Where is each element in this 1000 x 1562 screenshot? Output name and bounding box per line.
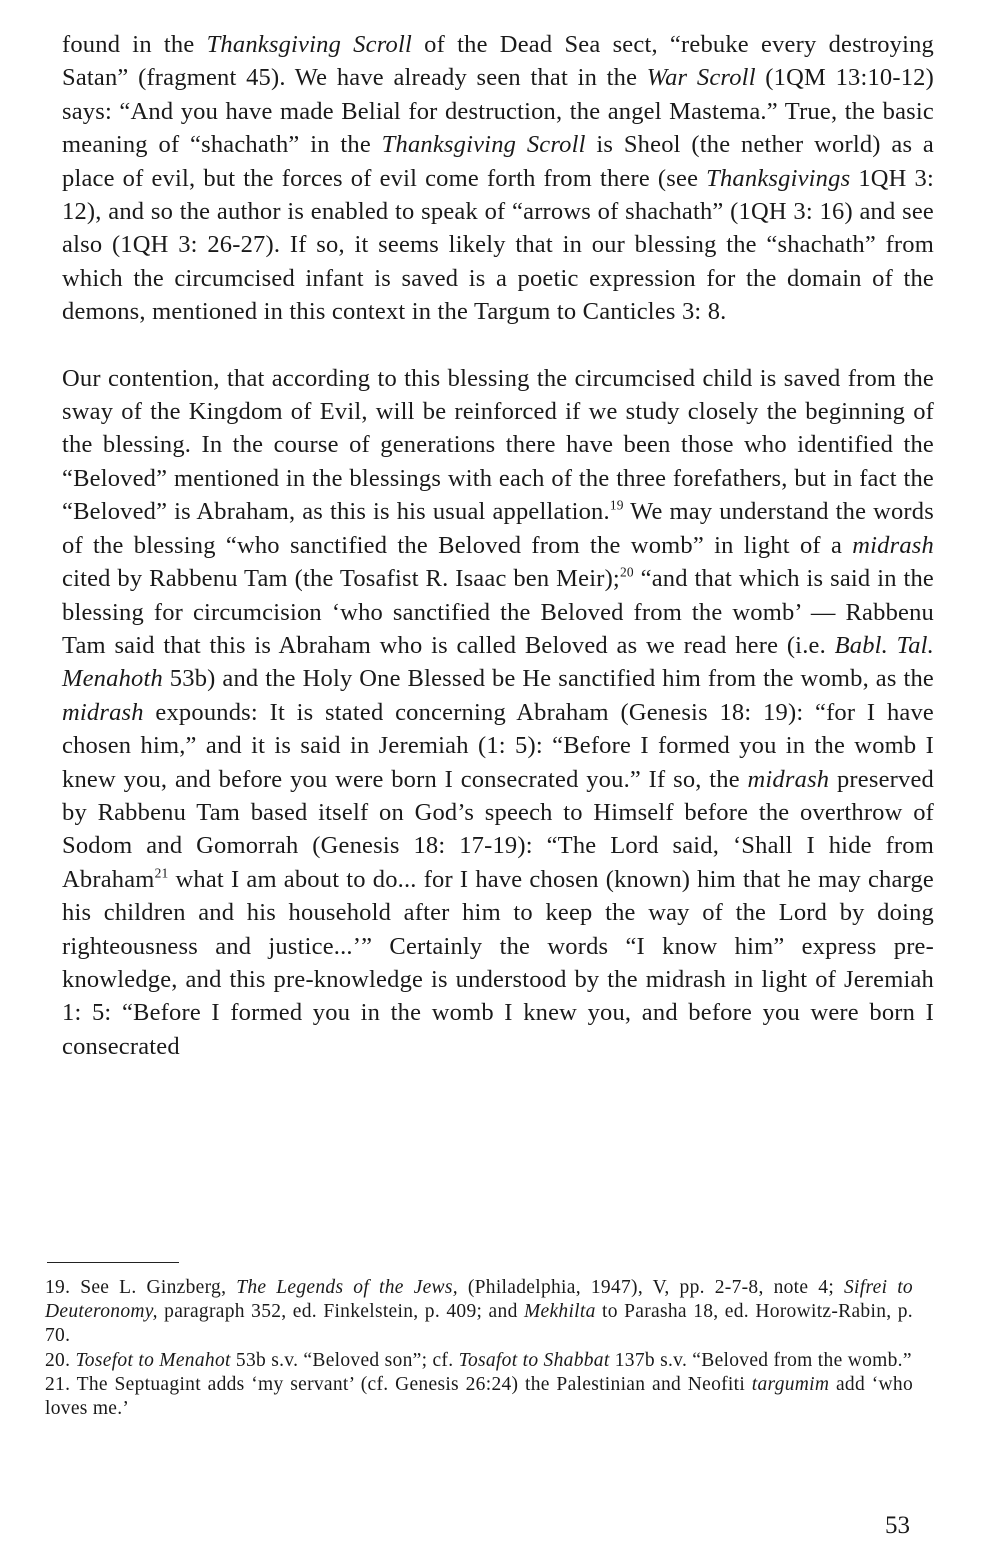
italic-text: targumim (751, 1373, 830, 1395)
italic-text: Thanksgiving Scroll (206, 31, 412, 58)
italic-text: midrash (852, 531, 934, 559)
footnote-reference: 19 (609, 497, 624, 513)
footnotes (45, 1276, 913, 1421)
italic-text: midrash (747, 765, 830, 793)
text-run: of the Dead Sea sect, “rebuke every destroying Satan” (fragment 45). We have already seen that in the (62, 31, 935, 92)
text-run: preserved by Rabbenu Tam based itself on God’s speech to Himself before the overthrow of Sodom and Gomorrah (Genesis 18: 17-19): “The Lord said, ‘Shall I hide from Abraham (62, 765, 934, 893)
text-run: paragraph 352, ed. Finkelstein, p. 409; and (157, 1301, 524, 1323)
footnote (45, 1373, 913, 1421)
page-number: 53 (885, 1512, 910, 1539)
text-run: add ‘who loves me.’ (45, 1373, 913, 1420)
footnote-divider (47, 1262, 179, 1263)
text-run: what I am about to do... for I have chosen (known) him that he may charge his children and his household after him to keep the way of the Lord by doing righteousness and justice...’” Certainly the words “I know him” express pre-knowledge, and this pre-knowledge is understood by the midrash in light of Jeremiah 1: 5: “Before I formed you in the womb I knew you, and before you were born I consecrated (62, 865, 934, 1060)
italic-text: War Scroll (646, 64, 756, 92)
paragraph (62, 362, 934, 1064)
text-run: 21. The Septuagint adds ‘my servant’ (cf. Genesis 26:24) the Palestinian and Neofiti (45, 1373, 752, 1395)
text-run: 1QH 3: 12), and so the author is enabled to speak of “arrows of shachath” (1QH 3: 16) and see also (1QH 3: 26-27). If so, it seems likely that in our blessing the “shachath” from which the circumcised infant is saved is a poetic expression for the domain of the demons, mentioned in this context in the Targum to Canticles 3: 8. (62, 164, 934, 326)
italic-text: Sifrei to Deuteronomy, (45, 1277, 913, 1323)
italic-text: Tosafot to Shabbat (458, 1349, 610, 1371)
text-run: found in the (62, 31, 207, 58)
paragraph (62, 28, 934, 329)
italic-text: The Legends of the Jews, (236, 1277, 458, 1298)
text-run: We may understand the words of the blessing “who sanctified the Beloved from the womb” in light of a (62, 498, 934, 559)
footnote-reference: 20 (619, 564, 634, 580)
text-run: (Philadelphia, 1947), V, pp. 2-7-8, note 4; (457, 1277, 844, 1298)
text-run: cited by Rabbenu Tam (the Tosafist R. Isaac ben Meir); (62, 565, 620, 593)
text-run: 53b) and the Holy One Blessed be He sanctified him from the womb, as the (162, 665, 934, 693)
italic-text: Tosefot to Menahot (75, 1349, 231, 1371)
italic-text: Mekhilta (523, 1301, 596, 1323)
italic-text: Thanksgiving Scroll (381, 131, 586, 159)
text-run: (1QM 13:10-12) says: “And you have made Belial for destruction, the angel Mastema.” True, the basic meaning of “shachath” in the (62, 64, 934, 159)
text-run: 137b s.v. “Beloved from the womb.” (609, 1349, 912, 1371)
text-run: 19. See L. Ginzberg, (45, 1277, 237, 1298)
footnote-reference: 21 (154, 865, 169, 881)
text-run: is Sheol (the nether world) as a place of evil, but the forces of evil come forth from there (see (62, 131, 934, 192)
text-run: 53b s.v. “Beloved son”; cf. (230, 1349, 459, 1371)
text-run: to Parasha 18, ed. Horowitz-Rabin, p. 70. (45, 1301, 913, 1347)
footnote (45, 1349, 913, 1373)
footnote (45, 1276, 913, 1349)
text-run: “and that which is said in the blessing for circumcision ‘who sanctified the Beloved from the womb’ — Rabbenu Tam said that this is Abraham who is called Beloved as we read here (i.e. (62, 565, 935, 659)
body-text (62, 28, 934, 1063)
text-run: expounds: It is stated concerning Abraham (Genesis 18: 19): “for I have chosen him,” and it is said in Jeremiah (1: 5): “Before I formed you in the womb I knew you, and before you were born I consecrated you.” If so, the (62, 698, 934, 793)
italic-text: midrash (62, 698, 144, 726)
italic-text: Thanksgivings (706, 164, 851, 192)
text-run: Our contention, that according to this blessing the circumcised child is saved from the sway of the Kingdom of Evil, will be reinforced if we study closely the beginning of the blessing. In the course of generations there have been those who identified the “Beloved” mentioned in the blessings with each of the three forefathers, but in fact the “Beloved” is Abraham, as this is his usual appellation. (62, 364, 934, 526)
italic-text: Babl. Tal. Menahoth (62, 631, 934, 693)
text-run: 20. (45, 1349, 76, 1371)
